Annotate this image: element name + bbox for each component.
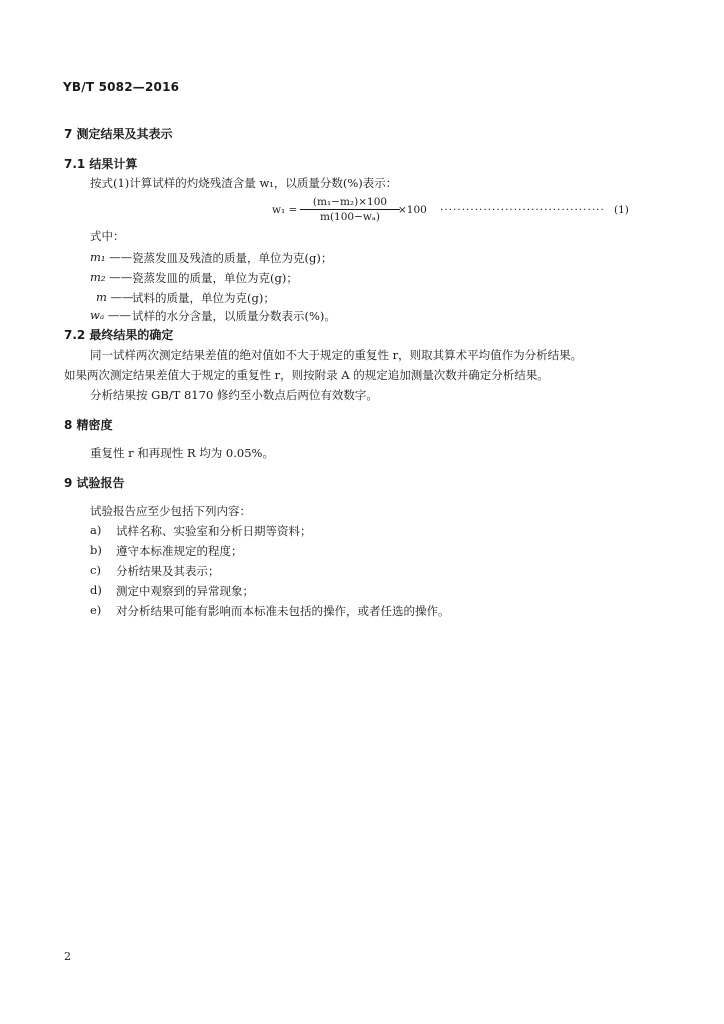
list-item: 试样名称、实验室和分析日期等资料；: [116, 524, 312, 538]
section-7-1-title: 7.1 结果计算: [64, 157, 138, 171]
precision-text: 重复性 r 和再现性 R 均为 0.05%。: [90, 446, 274, 460]
def-symbol: m ——: [96, 290, 134, 304]
list-item: 测定中观察到的异常现象；: [116, 584, 254, 598]
formula-tail: ×100: [398, 204, 427, 216]
paragraph-line: 同一试样两次测定结果差值的绝对值如不大于规定的重复性 r，则取其算术平均值作为分析结果。: [90, 348, 583, 362]
formula-denominator: m(100−wₐ): [319, 211, 381, 223]
list-marker: b): [90, 543, 102, 557]
paragraph-line: 分析结果按 GB/T 8170 修约至小数点后两位有效数字。: [90, 388, 378, 402]
def-symbol: wₐ ——: [90, 308, 131, 322]
paragraph-line: 如果两次测定结果差值大于规定的重复性 r，则按附录 A 的规定追加测量次数并确定分析结果。: [64, 368, 549, 382]
def-text: 瓷蒸发皿及残渣的质量，单位为克(g)；: [132, 251, 333, 265]
def-symbol: m₁ ——: [90, 250, 133, 264]
formula-numerator: (m₁−m₂)×100: [300, 196, 400, 210]
list-marker: c): [90, 563, 101, 577]
list-item: 对分析结果可能有影响而本标准未包括的操作，或者任选的操作。: [116, 604, 450, 618]
list-item: 分析结果及其表示；: [116, 564, 220, 578]
where-label: 式中：: [90, 229, 125, 243]
section-7-title: 7 测定结果及其表示: [64, 127, 173, 141]
list-marker: a): [90, 523, 102, 537]
calc-intro: 按式(1)计算试样的灼烧残渣含量 w₁，以质量分数(%)表示：: [90, 176, 398, 190]
formula-fraction: [300, 196, 400, 223]
report-intro: 试验报告应至少包括下列内容：: [90, 504, 251, 518]
section-7-2-title: 7.2 最终结果的确定: [64, 328, 174, 342]
standard-code-header: YB/T 5082—2016: [63, 80, 180, 94]
list-marker: e): [90, 603, 102, 617]
def-text: 试样的水分含量，以质量分数表示(%)。: [132, 309, 336, 323]
equation-leader-dots: ······································: [440, 204, 605, 216]
section-9-title: 9 试验报告: [64, 476, 125, 490]
page-number: 2: [64, 950, 71, 963]
def-text: 试料的质量，单位为克(g)；: [132, 291, 275, 305]
list-marker: d): [90, 583, 102, 597]
formula-lhs: w₁ =: [272, 204, 298, 216]
equation-number: (1): [614, 204, 629, 216]
list-item: 遵守本标准规定的程度；: [116, 544, 243, 558]
def-text: 瓷蒸发皿的质量，单位为克(g)；: [132, 271, 298, 285]
def-symbol: m₂ ——: [90, 270, 133, 284]
section-8-title: 8 精密度: [64, 418, 113, 432]
